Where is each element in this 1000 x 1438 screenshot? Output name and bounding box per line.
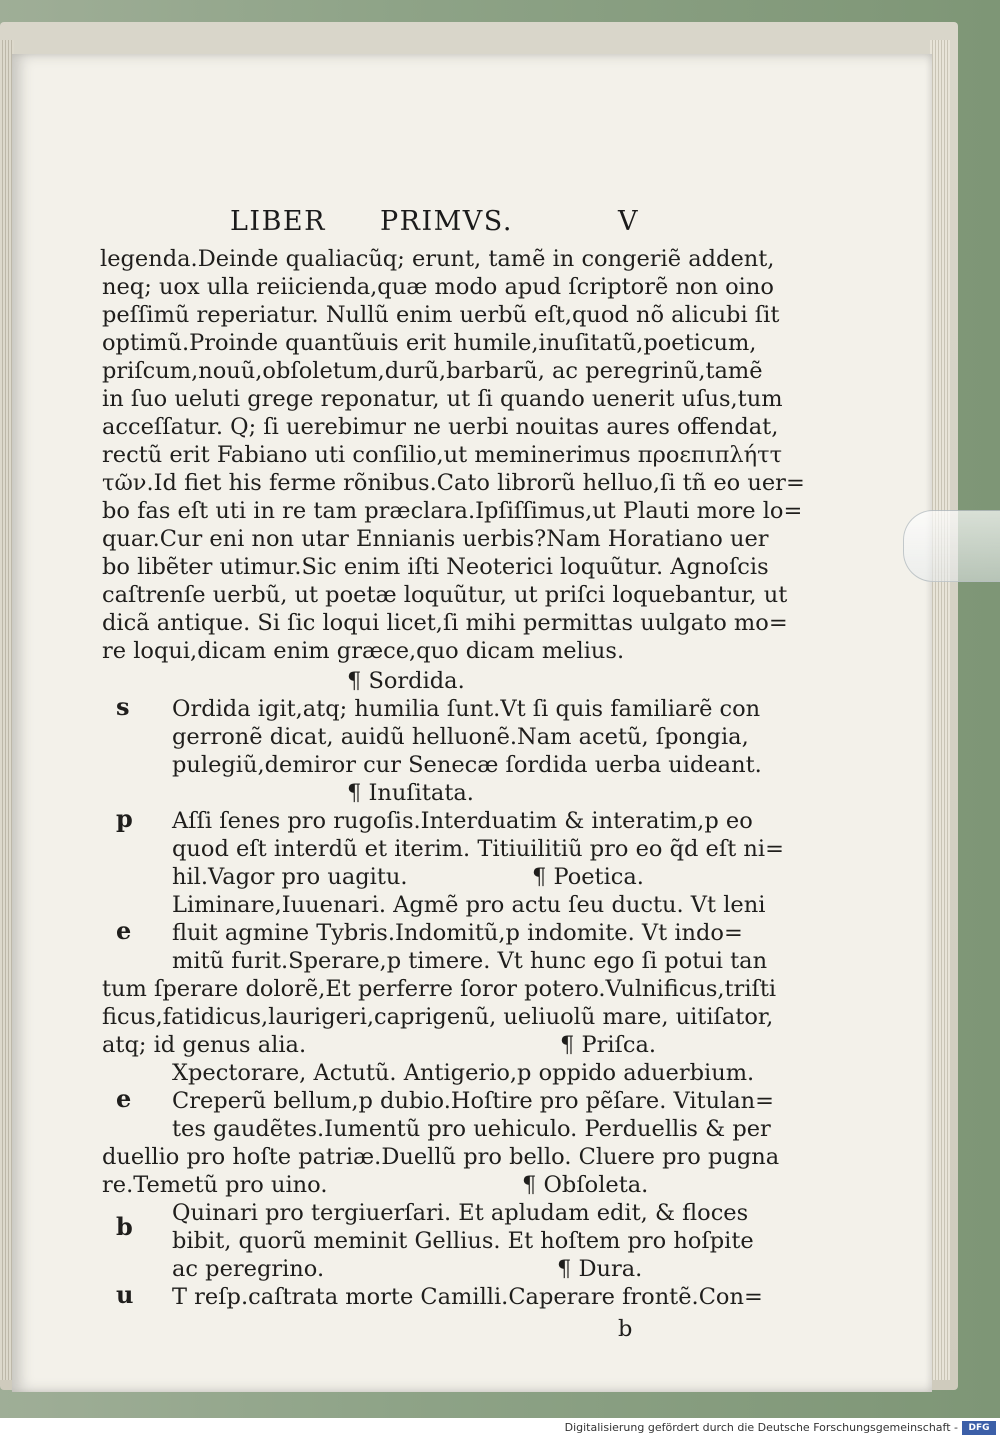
text-line: in ſuo ueluti grege reponatur, ut ſi quando uenerit uſus,tum bbox=[102, 386, 783, 412]
text-line: Aſſi ſenes pro rugoſis.Interduatim & interatim,p eo bbox=[172, 808, 753, 834]
text-line: T reſp.caſtrata morte Camilli.Caperare frontẽ.Con= bbox=[172, 1284, 763, 1310]
text-line: caſtrenſe uerbũ, ut poetæ loquũtur, ut priſci loquebantur, ut bbox=[102, 582, 788, 608]
section-heading: ¶ Poetica. bbox=[532, 864, 644, 890]
text-line: neq; uox ulla reiicienda,quæ modo apud ſcriptorẽ non oino bbox=[102, 274, 774, 300]
text-line: Xpectorare, Actutũ. Antigerio,p oppido aduerbium. bbox=[172, 1060, 755, 1086]
text-line: tes gaudẽtes.Iumentũ pro uehiculo. Perduellis & per bbox=[172, 1116, 771, 1142]
text-line: atq; id genus alia. bbox=[102, 1032, 307, 1058]
text-line: dicã antique. Si ſic loqui licet,ſi mihi permittas uulgato mo= bbox=[102, 610, 788, 636]
text-line: ac peregrino. bbox=[172, 1256, 325, 1282]
text-line: Liminare,Iuuenari. Agmẽ pro actu ſeu ductu. Vt leni bbox=[172, 892, 766, 918]
text-line: quar.Cur eni non utar Ennianis uerbis?Nam Horatiano uer bbox=[102, 526, 769, 552]
text-line: bibit, quorũ meminit Gellius. Et hoſtem pro hoſpite bbox=[172, 1228, 754, 1254]
text-line: gerronẽ dicat, auidũ helluonẽ.Nam acetũ, ſpongia, bbox=[172, 724, 749, 750]
text-line: tum ſperare dolorẽ,Et perferre ſoror potero.Vulnificus,triſti bbox=[102, 976, 777, 1002]
section-heading: ¶ Sordida. bbox=[347, 668, 465, 694]
page-clip bbox=[903, 510, 1000, 582]
text-line: τῶν.Id fiet his ferme rõnibus.Cato librorũ helluo,ſi tñ eo uer= bbox=[102, 470, 805, 496]
text-line: Ordida igit,atq; humilia ſunt.Vt ſi quis familiarẽ con bbox=[172, 696, 761, 722]
margin-initial: s bbox=[116, 692, 130, 721]
margin-initial: b bbox=[116, 1212, 133, 1241]
text-line: Quinari pro tergiuerſari. Et apludam edit, & floces bbox=[172, 1200, 749, 1226]
catchword: b bbox=[618, 1316, 633, 1342]
text-line: pulegiũ,demiror cur Senecæ ſordida uerba uideant. bbox=[172, 752, 762, 778]
text-line: bo fas eſt uti in re tam præclara.Ipſiſſimus,ut Plauti more lo= bbox=[102, 498, 803, 524]
margin-initial: e bbox=[116, 916, 132, 945]
text-line: Creperũ bellum,p dubio.Hoſtire pro pẽſare. Vitulan= bbox=[172, 1088, 775, 1114]
text-line: duellio pro hoſte patriæ.Duellũ pro bello. Cluere pro pugna bbox=[102, 1144, 780, 1170]
margin-initial: u bbox=[116, 1280, 134, 1309]
text-line: priſcum,nouũ,obſoletum,durũ,barbarũ, ac peregrinũ,tamẽ bbox=[102, 358, 763, 384]
section-heading: ¶ Obſoleta. bbox=[522, 1172, 649, 1198]
text-line: re.Temetũ pro uino. bbox=[102, 1172, 328, 1198]
footer-bar bbox=[0, 1418, 1000, 1438]
text-line: bo libẽter utimur.Sic enim iſti Neoterici loquũtur. Agnoſcis bbox=[102, 554, 769, 580]
text-line: quod eſt interdũ et iterim. Titiuilitiũ pro eo q̃d eſt ni= bbox=[172, 836, 784, 862]
text-line: ficus,fatidicus,laurigeri,caprigenũ, ueliuolũ mare, uitiſator, bbox=[102, 1004, 774, 1030]
section-heading: ¶ Priſca. bbox=[560, 1032, 657, 1058]
header-center: PRIMVS. bbox=[380, 206, 513, 237]
header-folio: V bbox=[618, 206, 639, 237]
dfg-logo-icon: DFG bbox=[962, 1421, 996, 1435]
text-line: rectũ erit Fabiano uti conſilio,ut meminerimus προεπιπλήττ bbox=[102, 442, 783, 468]
text-line: fluit agmine Tybris.Indomitũ,p indomite. Vt indo= bbox=[172, 920, 743, 946]
text-line: hil.Vagor pro uagitu. bbox=[172, 864, 408, 890]
running-header bbox=[12, 206, 932, 246]
section-heading: ¶ Dura. bbox=[557, 1256, 643, 1282]
text-line: peſſimũ reperiatur. Nullũ enim uerbũ eſt,quod nõ alicubi ſit bbox=[102, 302, 780, 328]
section-heading: ¶ Inuſitata. bbox=[347, 780, 474, 806]
text-line: re loqui,dicam enim græce,quo dicam melius. bbox=[102, 638, 625, 664]
header-left: LIBER bbox=[230, 206, 326, 237]
margin-initial: e bbox=[116, 1084, 132, 1113]
text-line: legenda.Deinde qualiacũq; erunt, tamẽ in congeriẽ addent, bbox=[100, 246, 775, 272]
right-page-edges bbox=[930, 40, 950, 1380]
footer-credit: Digitalisierung gefördert durch die Deutsche Forschungsgemeinschaft - bbox=[564, 1421, 958, 1434]
text-line: optimũ.Proinde quantũuis erit humile,inuſitatũ,poeticum, bbox=[102, 330, 757, 356]
text-line: mitũ furit.Sperare,p timere. Vt hunc ego ſi potui tan bbox=[172, 948, 768, 974]
text-line: acceſſatur. Q; ſi uerebimur ne uerbi nouitas aures offendat, bbox=[102, 414, 779, 440]
book-page bbox=[12, 54, 932, 1392]
margin-initial: p bbox=[116, 804, 133, 833]
